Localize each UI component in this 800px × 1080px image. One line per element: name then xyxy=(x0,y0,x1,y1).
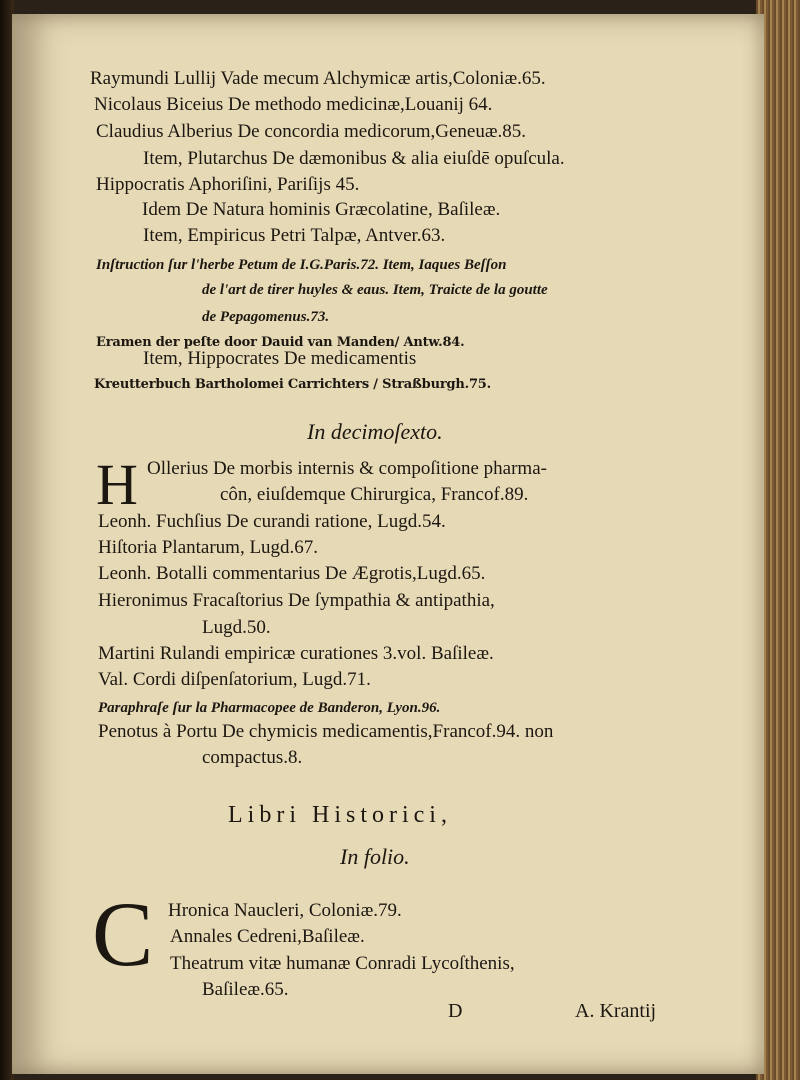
entry-plutarchus: Item, Plutarchus De dæmonibus & alia eiuſdē opuſcula. xyxy=(143,148,565,169)
entry-empiricus: Item, Empiricus Petri Talpæ, Antver.63. xyxy=(143,225,446,246)
entry-penotus-continued: compactus.8. xyxy=(202,747,303,768)
book-page xyxy=(12,14,764,1074)
entry-hollerius-continued: côn, eiuſdemque Chirurgica, Francof.89. xyxy=(220,484,529,505)
entry-kreutterbuch: Kreutterbuch Bartholomei Carrichters / Straßburgh.75. xyxy=(94,377,491,392)
entry-hippocratis-aphorismi: Hippocratis Aphoriſini, Pariſijs 45. xyxy=(96,174,360,195)
entry-naucleri: Hronica Naucleri, Coloniæ.79. xyxy=(168,900,402,921)
entry-biceius: Nicolaus Biceius De methodo medicinæ,Louanij 64. xyxy=(94,94,493,115)
entry-paraphrase: Paraphraſe ſur la Pharmacopee de Banderon, Lyon.96. xyxy=(98,700,441,716)
entry-cedreni: Annales Cedreni,Baſileæ. xyxy=(170,926,365,947)
entry-fracastorius-continued: Lugd.50. xyxy=(202,617,271,638)
entry-fuchsius: Leonh. Fuchſius De curandi ratione, Lugd.54. xyxy=(98,511,446,532)
entry-lullius: Raymundi Lullij Vade mecum Alchymicæ artis,Coloniæ.65. xyxy=(90,68,546,89)
signature-mark: D xyxy=(448,1000,463,1022)
entry-lycosthenis: Theatrum vitæ humanæ Conradi Lycoſthenis, xyxy=(170,953,515,974)
entry-fracastorius: Hieronimus Fracaſtorius De ſympathia & antipathia, xyxy=(98,590,495,611)
entry-hippocrates-medicamentis: Item, Hippocrates De medicamentis xyxy=(143,348,417,369)
entry-rulandi: Martini Rulandi empiricæ curationes 3.vol. Baſileæ. xyxy=(98,643,494,664)
entry-hollerius: Ollerius De morbis internis & compoſitione pharma- xyxy=(147,458,547,479)
entry-besson-continued: de l'art de tirer huyles & eaus. Item, Traicte de la goutte xyxy=(202,282,548,298)
entry-botalli: Leonh. Botalli commentarius De Ægrotis,Lugd.65. xyxy=(98,563,486,584)
entry-instruction-petum: Inſtruction ſur l'herbe Petum de I.G.Paris.72. Item, Iaques Beſſon xyxy=(96,257,507,273)
heading-decimosexto: In decimoſexto. xyxy=(307,419,443,444)
entry-lycosthenis-continued: Baſileæ.65. xyxy=(202,979,289,1000)
entry-pepagomenus: de Pepagomenus.73. xyxy=(202,309,330,325)
catchword: A. Krantij xyxy=(575,1000,657,1022)
entry-alberius: Claudius Alberius De concordia medicorum,Geneuæ.85. xyxy=(96,121,527,142)
dropcap-h: H xyxy=(96,452,138,517)
entry-penotus: Penotus à Portu De chymicis medicamentis,Francof.94. non xyxy=(98,721,554,742)
entry-natura-hominis: Idem De Natura hominis Græcolatine, Baſileæ. xyxy=(142,199,501,220)
section-title-libri-historici: Libri Historici, xyxy=(228,802,452,828)
entry-examen-peste: Eramen der peſte door Dauid van Manden/ Antw.84. xyxy=(96,335,465,350)
entry-historia-plantarum: Hiſtoria Plantarum, Lugd.67. xyxy=(98,537,319,558)
heading-in-folio: In folio. xyxy=(340,844,410,869)
dropcap-c: C xyxy=(92,883,154,985)
entry-cordi: Val. Cordi diſpenſatorium, Lugd.71. xyxy=(98,669,371,690)
